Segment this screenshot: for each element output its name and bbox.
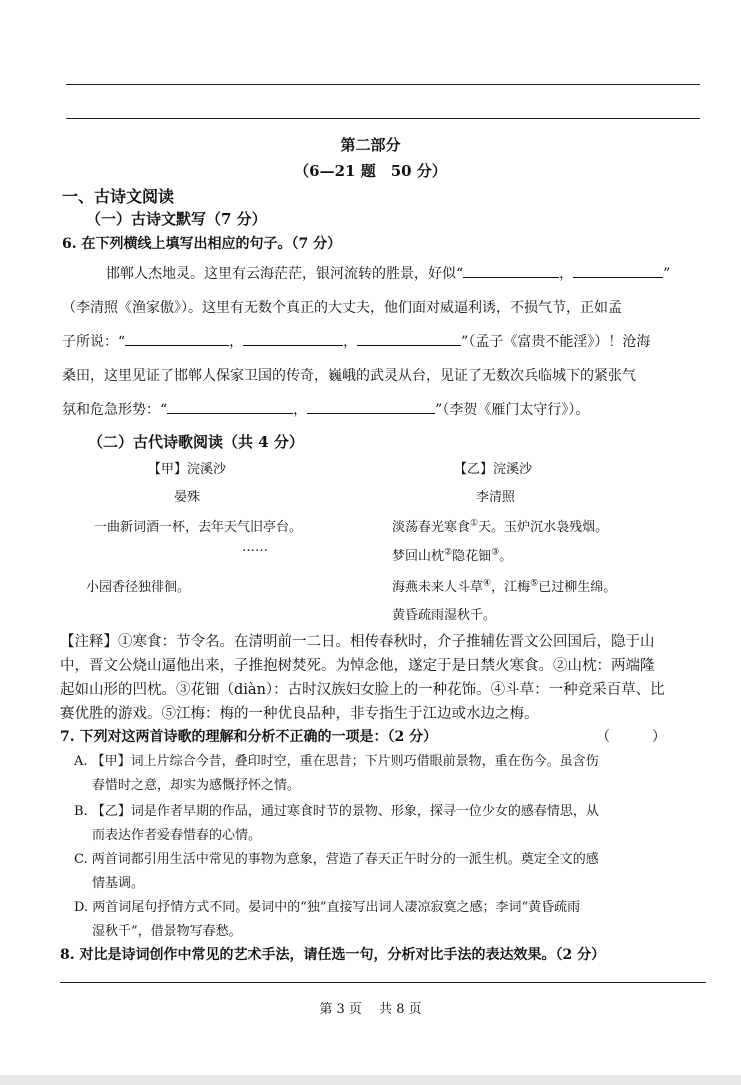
poem-a-ellipsis: …… (242, 540, 268, 555)
answer-blank[interactable] (167, 399, 293, 414)
q6-line-3-comma-2: ， (343, 334, 358, 350)
footnote-mark: ③ (491, 547, 500, 558)
poem-a-line-2: 小园香径独徘徊。 (86, 580, 191, 595)
notes-block (60, 630, 720, 726)
answer-blank[interactable] (125, 331, 229, 346)
answer-blank[interactable] (307, 399, 435, 414)
q7-option-d-line-1[interactable]: D. 两首词尾句抒情方式不同。晏词中的“独”直接写出词人凄凉寂寞之感；李词“黄昏疏雨 (74, 900, 581, 915)
q7-option-c-line-1[interactable]: C. 两首词都引用生活中常见的事物为意象，营造了春天正午时分的一派生机。奠定全文的感 (74, 852, 599, 867)
poem-b-author: 李清照 (476, 490, 516, 505)
poem-b-line-3b: ，江梅 (491, 580, 531, 595)
q7-option-a-line-2: 春惜时之意，却实为感慨抒怀之情。 (92, 778, 301, 793)
q6-line-3 (62, 331, 650, 351)
notes-line-2: 中，晋文公烧山逼他出来，子推抱树焚死。为悼念他，遂定于是日禁火寒食。②山枕：两端隆 (60, 658, 655, 674)
q6-prompt: 6. 在下列横线上填写出相应的句子。（7 分） (62, 236, 342, 252)
q6-line-1-close: ” (663, 266, 671, 282)
q7-answer-paren[interactable]: （ ） (596, 729, 666, 745)
q6-line-4: 桑田，这里见证了邯郸人保家卫国的传奇，巍峨的武灵从台，见证了无数次兵临城下的紧张气 (62, 368, 636, 384)
q6-line-1-text: 邯郸人杰地灵。这里有云海茫茫，银河流转的胜景，好似“ (106, 266, 464, 282)
q6-line-5-comma: ， (293, 402, 308, 418)
poem-a-line-1: 一曲新词酒一杯，去年天气旧亭台。 (94, 520, 303, 535)
notes-line-3: 起如山形的凹枕。③花钿（diàn）：古时汉族妇女脸上的一种花饰。④斗草：一种竞采百草、比 (60, 682, 665, 698)
q7-option-d-line-2: 湿秋千”，借景物写春愁。 (92, 924, 242, 939)
poem-b-line-3 (392, 576, 616, 595)
notes-line-4: 赛优胜的游戏。⑤江梅：梅的一种优良品种，非专指生于江边或水边之梅。 (60, 706, 539, 722)
q7-option-c-line-2: 情基调。 (92, 876, 145, 891)
q6-line-2: （李清照《渔家傲》）。这里有无数个真正的大丈夫，他们面对威逼利诱，不损气节，正如孟 (62, 300, 622, 316)
q6-line-3-close: ”（孟子《富贵不能淫》）！沧海 (461, 334, 651, 350)
q6-line-5-close: ”（李贺《雁门太守行》）。 (435, 402, 590, 418)
answer-blank[interactable] (573, 263, 663, 278)
poem-a-author: 晏殊 (174, 490, 201, 505)
page-number: 第 3 页 共 8 页 (319, 1002, 422, 1017)
poem-b-line-2a: 梦回山枕 (392, 549, 445, 564)
footer-rule (60, 982, 706, 983)
poem-b-line-3c: 已过柳生绵。 (538, 580, 617, 595)
poem-b-title: 【乙】浣溪沙 (454, 462, 533, 477)
q6-line-3-text: 子所说：“ (62, 334, 126, 350)
poem-b-line-2 (392, 545, 512, 564)
part-title: 第二部分 (340, 136, 401, 154)
poem-a-title: 【甲】浣溪沙 (148, 462, 227, 477)
section-heading: 一、古诗文阅读 (62, 187, 175, 206)
subsection-1-heading: （一）古诗文默写（7 分） (86, 210, 267, 228)
q6-line-3-comma-1: ， (229, 334, 244, 350)
answer-blank[interactable] (357, 331, 461, 346)
answer-line-2 (66, 118, 700, 119)
q7-option-b-line-1[interactable]: B. 【乙】词是作者早期的作品，通过寒食时节的景物、形象，探寻一位少女的感春情思，从 (74, 804, 599, 819)
footnote-mark: ② (444, 547, 453, 558)
poem-b-line-2b: 隐花钿 (452, 549, 492, 564)
footnote-mark: ④ (483, 578, 492, 589)
poem-b-line-3a: 海燕未来人斗草 (392, 580, 484, 595)
footnote-mark: ① (470, 518, 479, 529)
q7-option-a-line-1[interactable]: A. 【甲】词上片综合今昔，叠印时空，重在思昔；下片则巧借眼前景物，重在伤今。虽含伤 (74, 754, 599, 769)
footnote-mark: ⑤ (530, 578, 539, 589)
q6-line-1-comma: ， (559, 266, 574, 282)
answer-blank[interactable] (463, 263, 559, 278)
q6-line-5-text: 氛和危急形势：“ (62, 402, 168, 418)
q6-line-1 (106, 263, 670, 283)
answer-line-1 (66, 84, 700, 85)
q7-prompt: 7. 下列对这两首诗歌的理解和分析不正确的一项是：（2 分） (60, 729, 438, 745)
q6-line-5 (62, 399, 589, 419)
poem-b-line-1 (392, 516, 608, 535)
poem-b-line-1a: 淡荡春光寒食 (392, 520, 471, 535)
q8-prompt: 8. 对比是诗词创作中常见的艺术手法，请任选一句，分析对比手法的表达效果。（2 分） (60, 947, 606, 963)
subsection-2-heading: （二）古代诗歌阅读（共 4 分） (88, 433, 304, 451)
q7-option-b-line-2: 而表达作者爱春惜春的心情。 (92, 828, 262, 843)
notes-line-1: 【注释】①寒食：节令名。在清明前一二日。相传春秋时，介子推辅佐晋文公回国后，隐于山 (60, 634, 655, 650)
scan-bottom-edge (0, 1075, 741, 1085)
poem-b-line-4: 黄昏疏雨湿秋千。 (392, 608, 497, 623)
poem-b-line-2c: 。 (499, 549, 513, 564)
answer-blank[interactable] (243, 331, 343, 346)
poem-b-line-1b: 天。玉炉沉水袅残烟。 (478, 520, 609, 535)
part-range: （6—21 题 50 分） (294, 162, 447, 180)
